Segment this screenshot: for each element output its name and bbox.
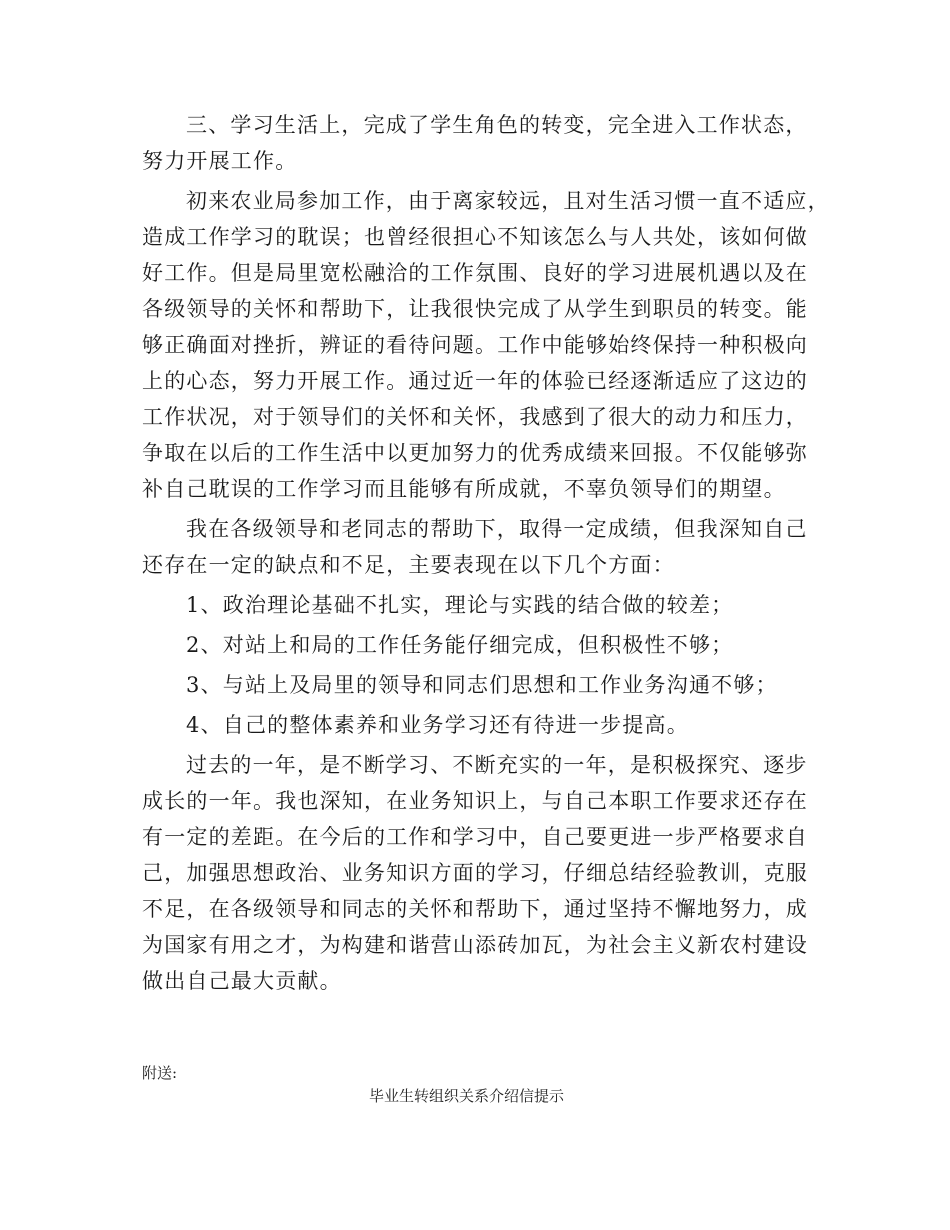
text-line: 初来农业局参加工作，由于离家较远，且对生活习惯一直不适应， xyxy=(186,189,830,213)
text-line: 各级领导的关怀和帮助下，让我很快完成了从学生到职员的转变。能 xyxy=(142,297,808,321)
text-line: 为国家有用之才，为构建和谐营山添砖加瓦，为社会主义新农村建设 xyxy=(142,933,808,957)
text-line: 成长的一年。我也深知，在业务知识上，与自己本职工作要求还存在 xyxy=(142,789,808,813)
text-line: 己，加强思想政治、业务知识方面的学习，仔细总结经验教训，克服 xyxy=(142,861,808,885)
text-line: 造成工作学习的耽误；也曾经很担心不知该怎么与人共处，该如何做 xyxy=(142,225,808,249)
text-line: 工作状况，对于领导们的关怀和关怀，我感到了很大的动力和压力， xyxy=(142,405,808,429)
text-line: 过去的一年，是不断学习、不断充实的一年，是积极探究、逐步 xyxy=(186,753,808,777)
text-line: 补自己耽误的工作学习而且能够有所成就，不辜负领导们的期望。 xyxy=(142,477,786,501)
text-line: 做出自己最大贡献。 xyxy=(142,969,342,993)
text-line: 不足，在各级领导和同志的关怀和帮助下，通过坚持不懈地努力，成 xyxy=(142,897,808,921)
appendix-title: 毕业生转组织关系介绍信提示 xyxy=(369,1087,565,1105)
text-line: 三、学习生活上，完成了学生角色的转变，完全进入工作状态， xyxy=(186,113,808,137)
list-item: 2、对站上和局的工作任务能仔细完成，但积极性不够； xyxy=(186,633,734,657)
text-line: 努力开展工作。 xyxy=(142,149,298,173)
text-line: 我在各级领导和老同志的帮助下，取得一定成绩，但我深知自己 xyxy=(186,517,808,541)
text-line: 好工作。但是局里宽松融洽的工作氛围、良好的学习进展机遇以及在 xyxy=(142,261,808,285)
text-line: 争取在以后的工作生活中以更加努力的优秀成绩来回报。不仅能够弥 xyxy=(142,441,808,465)
text-line: 有一定的差距。在今后的工作和学习中，自己要更进一步严格要求自 xyxy=(142,825,808,849)
text-line: 还存在一定的缺点和不足，主要表现在以下几个方面： xyxy=(142,553,675,577)
list-item: 4、自己的整体素养和业务学习还有待进一步提高。 xyxy=(186,713,689,737)
appendix-label: 附送: xyxy=(142,1064,178,1082)
text-line: 够正确面对挫折，辨证的看待问题。工作中能够始终保持一种积极向 xyxy=(142,333,808,357)
text-line: 上的心态，努力开展工作。通过近一年的体验已经逐渐适应了这边的 xyxy=(142,369,808,393)
list-item: 1、政治理论基础不扎实，理论与实践的结合做的较差； xyxy=(186,593,734,617)
list-item: 3、与站上及局里的领导和同志们思想和工作业务沟通不够； xyxy=(186,673,778,697)
